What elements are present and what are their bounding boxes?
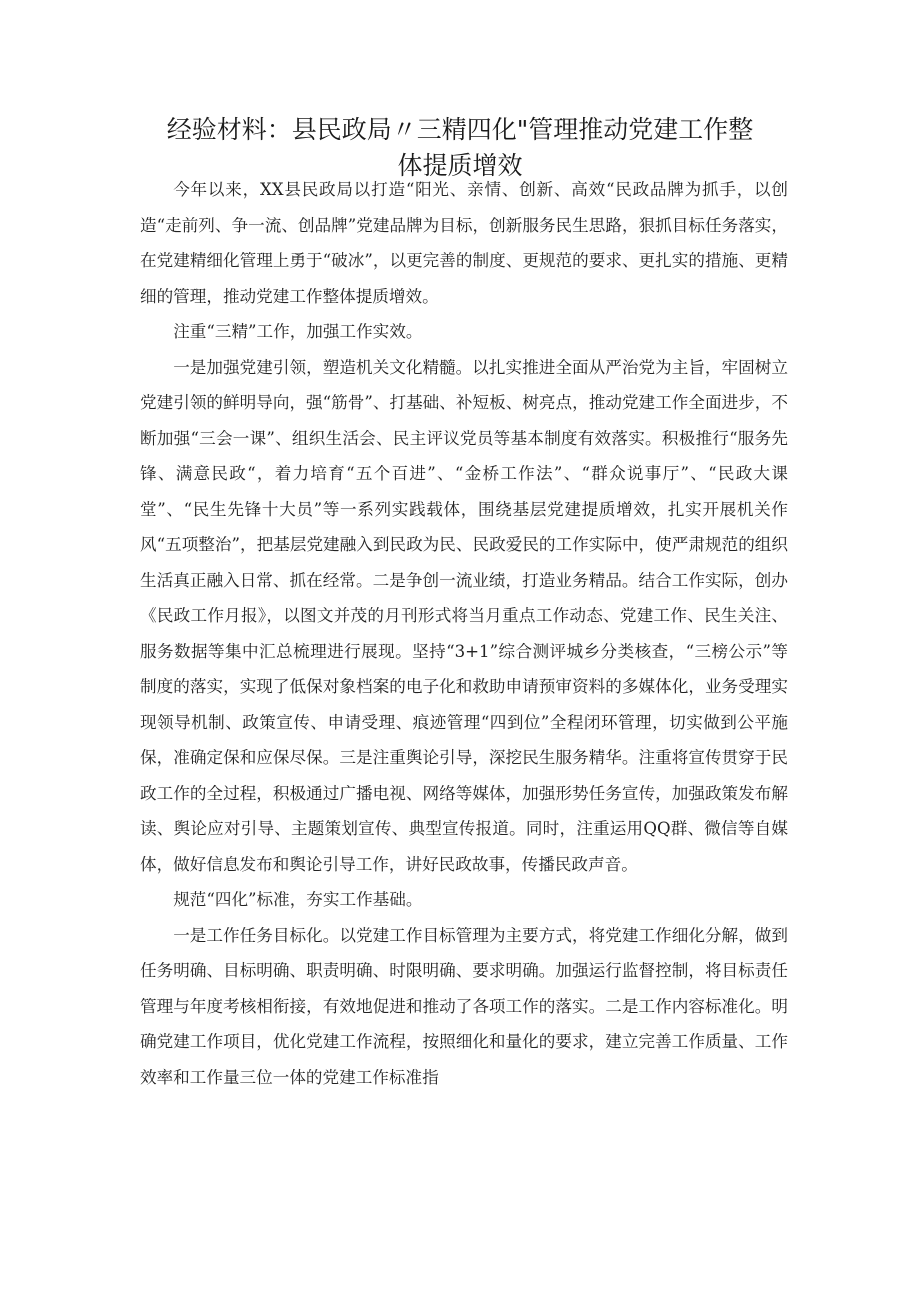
title-line-1: 经验材料：县民政局〃三精四化"管理推动党建工作整 (166, 115, 754, 144)
section-heading-three-jing: 注重“三精”工作，加强工作实效。 (173, 322, 423, 341)
document-body (140, 172, 788, 1095)
section-heading-four-hua: 规范“四化”标准，夯实工作基础。 (173, 890, 423, 909)
paragraph-four-hua-detail: 一是工作任务目标化。以党建工作目标管理为主要方式，将党建工作细化分解，做到任务明确、目标明确、职责明确、时限明确、要求明确。加强运行监督控制，将目标责任管理与年度考核相衔接，有效地促进和推动了各项工作的落实。二是工作内容标准化。明确党建工作项目，优化党建工作流程，按照细化和量化的要求，建立完善工作质量、工作效率和工作量三位一体的党建工作标准指 (140, 925, 788, 1087)
paragraph-three-jing-detail: 一是加强党建引领，塑造机关文化精髓。以扎实推进全面从严治党为主旨，牢固树立党建引领的鲜明导向，强“筋骨”、打基础、补短板、树亮点，推动党建工作全面进步，不断加强“三会一课”、组织生活会、民主评议党员等基本制度有效落实。积极推行“服务先锋、满意民政“，着力培育“五个百进”、“金桥工作法”、“群众说事厅”、“民政大课堂”、“民生先锋十大员”等一系列实践载体，围绕基层党建提质增效，扎实开展机关作风“五项整治”，把基层党建融入到民政为民、民政爱民的工作实际中，使严肃规范的组织生活真正融入日常、抓在经常。二是争创一流业绩，打造业务精品。结合工作实际，创办《民政工作月报》，以图文并茂的月刊形式将当月重点工作动态、党建工作、民生关注、服务数据等集中汇总梳理进行展现。坚持“3+1”综合测评城乡分类核查，“三榜公示”等制度的落实，实现了低保对象档案的电子化和救助申请预审资料的多媒体化，业务受理实现领导机制、政策宣传、申请受理、痕迹管理“四到位”全程闭环管理，切实做到公平施保，准确定保和应保尽保。三是注重舆论引导，深挖民生服务精华。注重将宣传贯穿于民政工作的全过程，积极通过广播电视、网络等媒体，加强形势任务宣传，加强政策发布解读、舆论应对引导、主题策划宣传、典型宣传报道。同时，注重运用QQ群、微信等自媒体，做好信息发布和舆论引导工作，讲好民政故事，传播民政声音。 (140, 357, 788, 874)
title-line-2: 体提质增效 (397, 151, 523, 180)
paragraph-intro: 今年以来，XX县民政局以打造“阳光、亲情、创新、高效“民政品牌为抓手，以创造“走前列、争一流、创品牌”党建品牌为目标，创新服务民生思路，狠抓目标任务落实，在党建精细化管理上勇于“破冰”，以更完善的制度、更规范的要求、更扎实的措施、更精细的管理，推动党建工作整体提质增效。 (140, 180, 788, 306)
